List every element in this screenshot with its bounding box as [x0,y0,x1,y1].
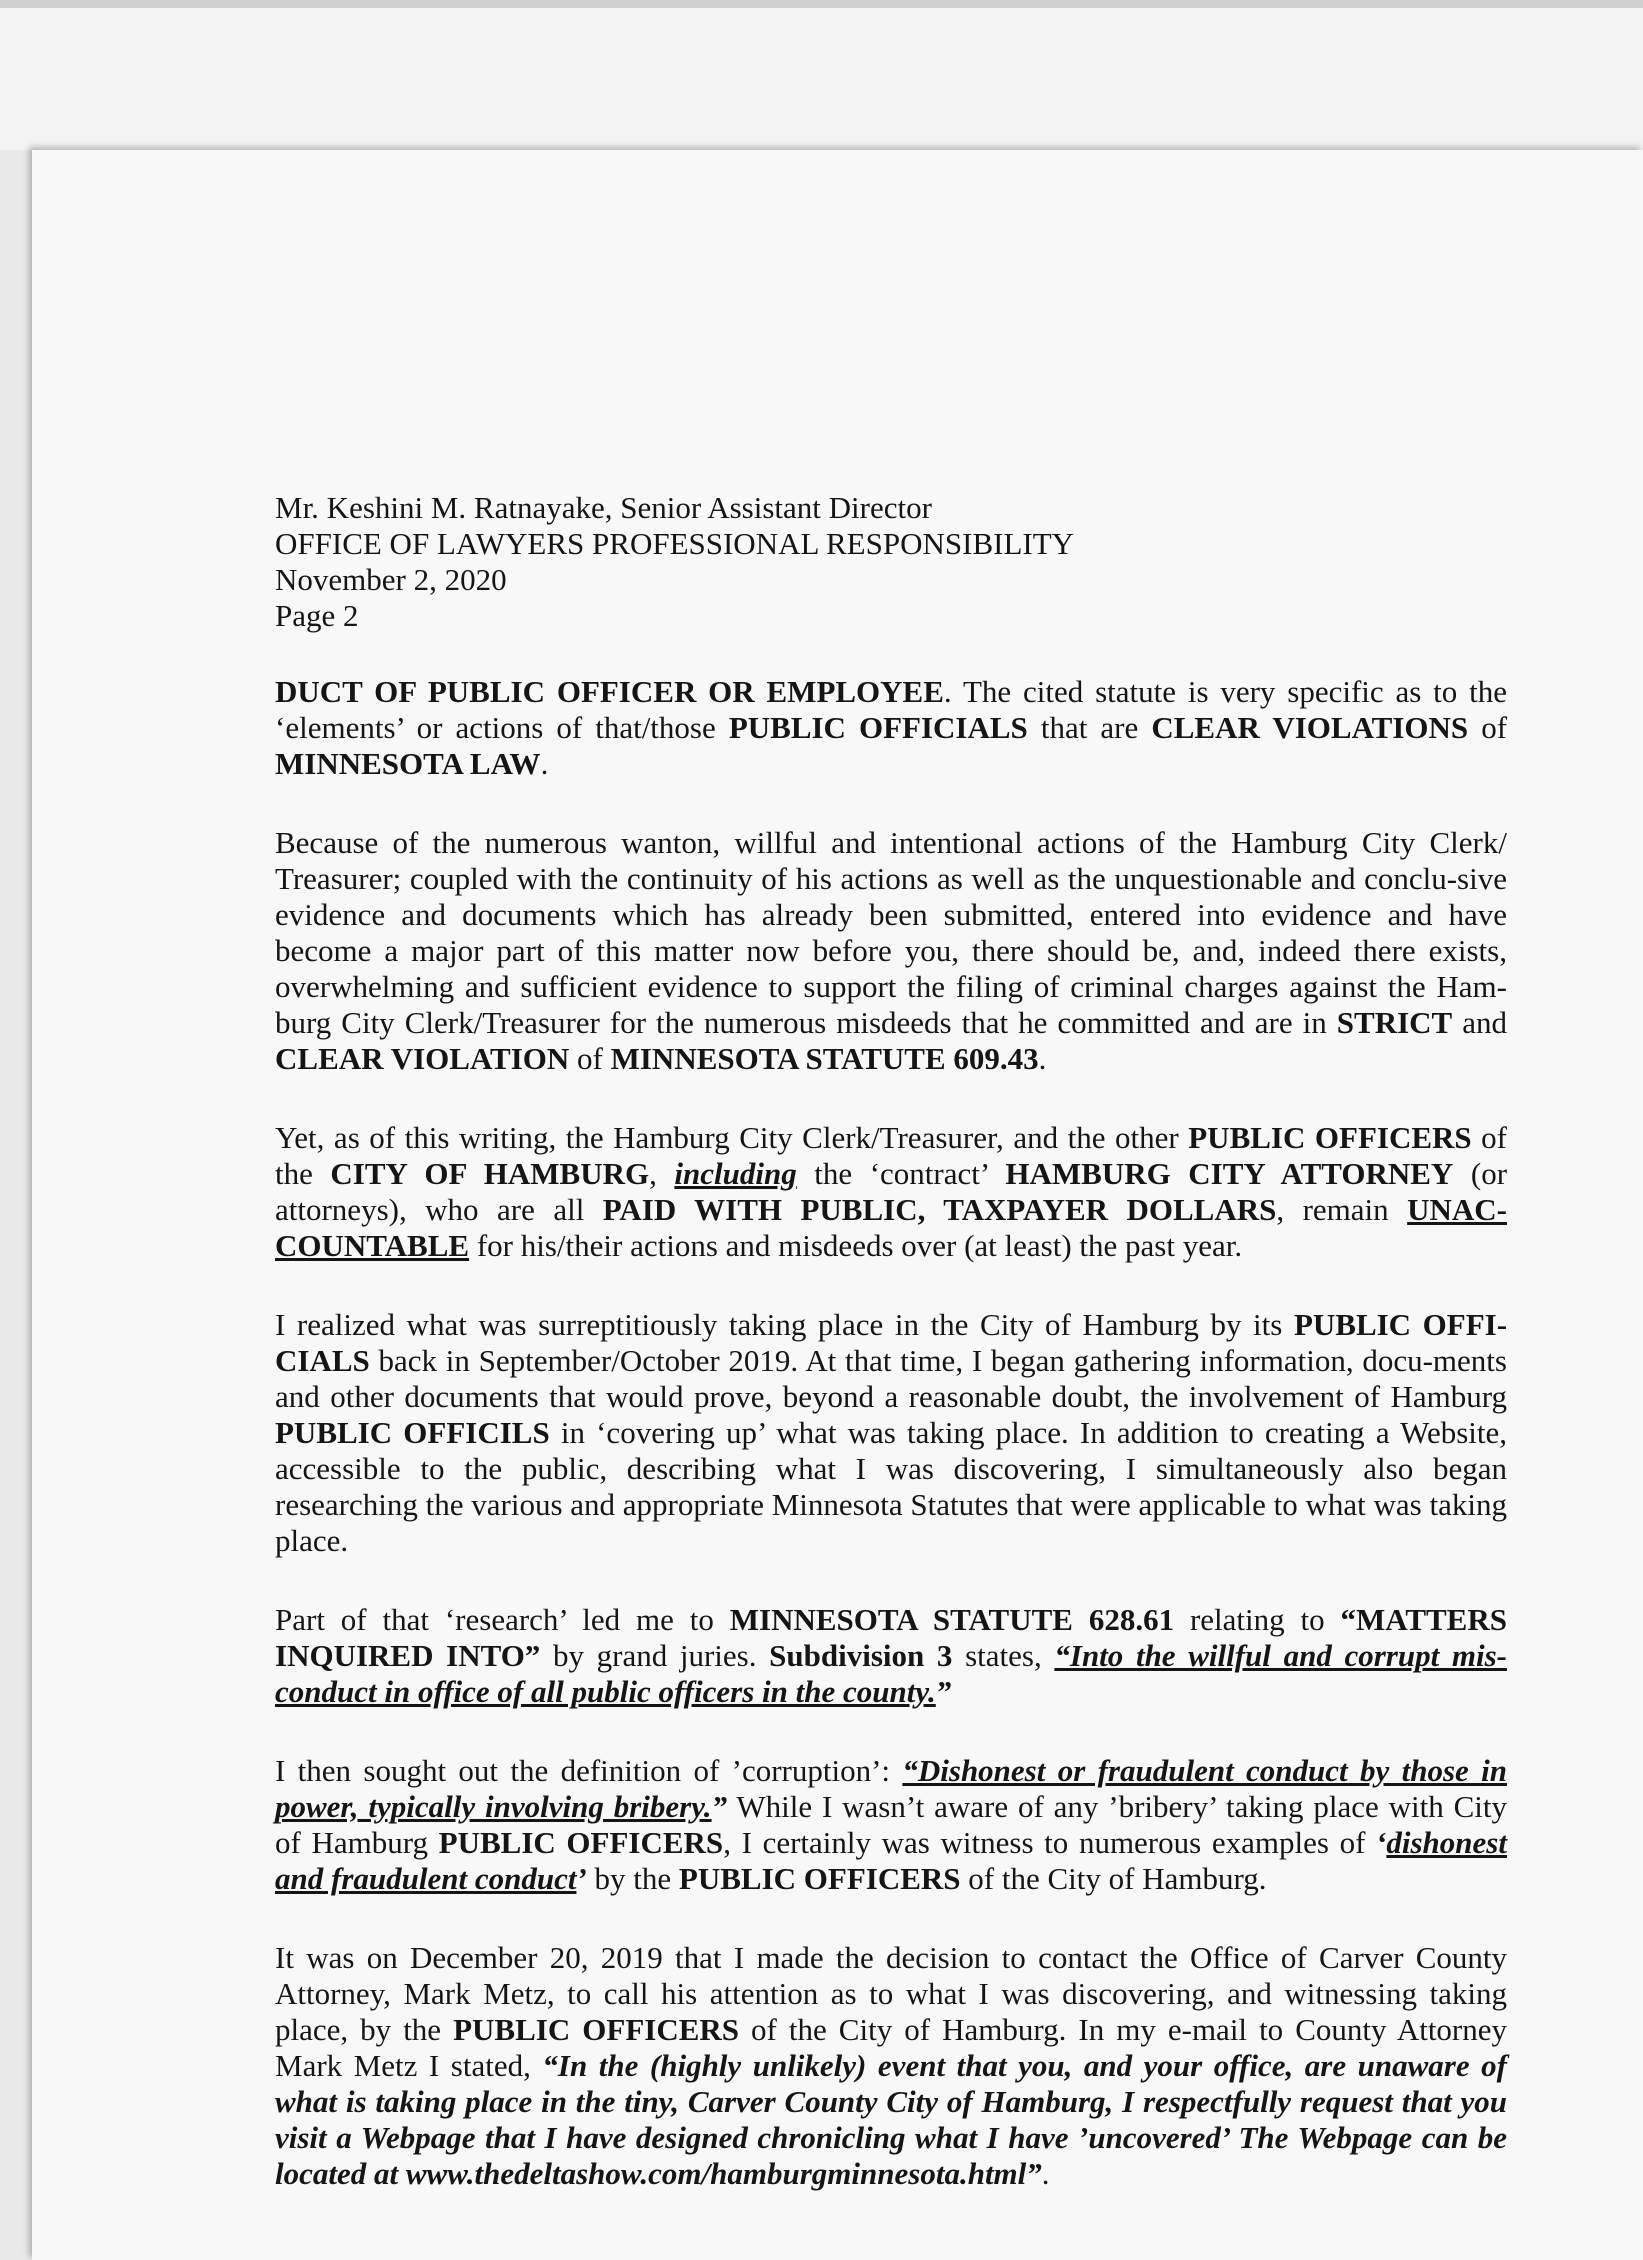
date-line: November 2, 2020 [275,562,507,597]
paragraph-2: Because of the numerous wanton, willful and intentional actions of the Hamburg City Clerk/ Treasurer; coupled with the continuity of his actions as well as the unquestionable and conclu-sive evidence and documents which has already been submitted, entered into evidence and have become a major part of this matter now before you, there should be, and, indeed there exists, overwhelming and sufficient evidence to support the filing of criminal charges against the Ham-burg City Clerk/Treasurer for the numerous misdeeds that he committed and are in STRICT and CLEAR VIOLATION of MINNESOTA STATUTE 609.43. [275,825,1507,1076]
paragraph-5: Part of that ‘research’ led me to MINNESOTA STATUTE 628.61 relating to “MATTERS INQUIRED INTO” by grand juries. Subdivision 3 states, “Into the willful and corrupt mis-conduct in office of all public officers in the county.” [275,1602,1507,1709]
paragraph-1: DUCT OF PUBLIC OFFICER OR EMPLOYEE. The cited statute is very specific as to the ‘elements’ or actions of that/those PUBLIC OFFICIALS that are CLEAR VIOLATIONS of MINNESOTA LAW. [275,674,1508,781]
paragraph-7: It was on December 20, 2019 that I made the decision to contact the Office of Carver County Attorney, Mark Metz, to call his attention as to what I was discovering, and witnessing taking place, by the PUBLIC OFFICERS of the City of Hamburg. In my e-mail to County Attorney Mark Metz I stated, “In the (highly unlikely) event that you, and your office, are unaware of what is taking place in the tiny, Carver County City of Hamburg, I respectfully request that you visit a Webpage that I have designed chronicling what I have ’uncovered’ The Webpage can be located at www.thedeltashow.com/hamburgminnesota.html”. [275,1940,1508,2191]
office-line: OFFICE OF LAWYERS PROFESSIONAL RESPONSIBILITY [275,526,1075,561]
paragraph-6: I then sought out the definition of ’corruption’: “Dishonest or fraudulent conduct by those in power, typically involving bribery.” While I wasn’t aware of any ’bribery’ taking place with City of Hamburg PUBLIC OFFICERS, I certainly was witness to numerous examples of ‘dishonest and fraudulent conduct’ by the PUBLIC OFFICERS of the City of Hamburg. [275,1753,1507,1896]
paragraph-4: I realized what was surreptitiously taking place in the City of Hamburg by its PUBLIC OFFI-CIALS back in September/October 2019. At that time, I began gathering information, docu-ments and other documents that would prove, beyond a reasonable doubt, the involvement of Hamburg PUBLIC OFFICILS in ‘covering up’ what was taking place. In addition to creating a Website, accessible to the public, describing what I was discovering, I simultaneously also began researching the various and appropriate Minnesota Statutes that were applicable to what was taking place. [275,1307,1508,1558]
quoted-email: “In the (highly unlikely) event that you, and your office, are unaware of what is taking place in the tiny, Carver County City of Hamburg, I respectfully request that you visit a Webpage that I have designed chronicling what I have ’uncovered’ The Webpage can be located at www.thedeltashow.com/hamburgminnesota.html” [275,2048,1507,2191]
letter-body [275,490,1507,2235]
page-number: Page 2 [275,598,359,633]
recipient-line: Mr. Keshini M. Ratnayake, Senior Assistant Director [275,490,932,525]
scan-background [0,0,1643,150]
letter-page [32,150,1643,2260]
paragraph-3: Yet, as of this writing, the Hamburg City Clerk/Treasurer, and the other PUBLIC OFFICERS of the CITY OF HAMBURG, including the ‘contract’ HAMBURG CITY ATTORNEY (or attorneys), who are all PAID WITH PUBLIC, TAXPAYER DOLLARS, remain UNAC-COUNTABLE for his/their actions and misdeeds over (at least) the past year. [275,1120,1508,1263]
emphasis: DUCT OF PUBLIC OFFICER OR EMPLOYEE [275,674,944,709]
letter-header [275,490,1507,634]
